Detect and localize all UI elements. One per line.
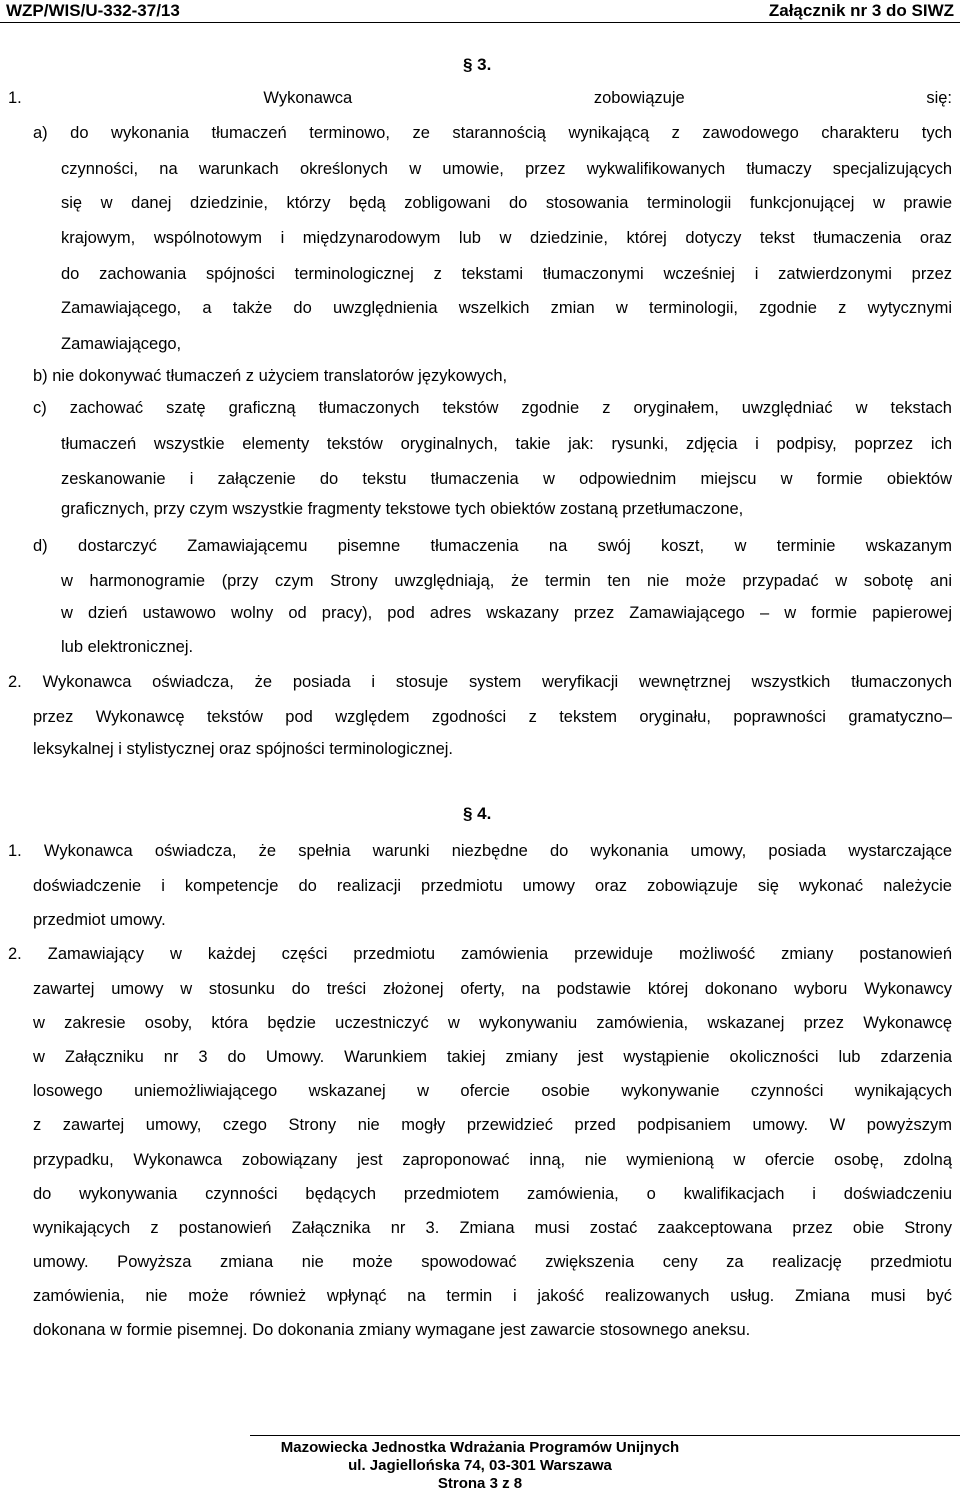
paragraph-line: w Załączniku nr 3 do Umowy. Warunkiem takiej zmiany jest wystąpienie okoliczności lub zdarzenia <box>33 1048 952 1066</box>
attachment-label: Załącznik nr 3 do SIWZ <box>768 1 954 20</box>
footer-address: ul. Jagiellońska 74, 03-301 Warszawa <box>348 1457 612 1474</box>
paragraph-line: 1. Wykonawca oświadcza, że spełnia warunki niezbędne do wykonania umowy, posiada wystarczające <box>8 842 952 860</box>
paragraph-line: losowego uniemożliwiającego wskazanej w ofercie osobie wykonywanie czynności wynikających <box>33 1082 952 1100</box>
document-reference: WZP/WIS/U-332-37/13 <box>6 1 180 20</box>
paragraph-line: w zakresie osoby, która będzie uczestniczyć w wykonywaniu zamówienia, wskazanej przez Wykonawcę <box>33 1014 952 1032</box>
section-4-heading: § 4. <box>463 804 492 823</box>
paragraph-line: leksykalnej i stylistycznej oraz spójności terminologicznej. <box>33 740 454 758</box>
paragraph-line: graficznych, przy czym wszystkie fragmenty tekstowe tych obiektów zostaną przetłumaczone, <box>61 500 744 518</box>
paragraph-line: z zawartej umowy, czego Strony nie mogły przewidzieć przed podpisaniem umowy. W powyższym <box>33 1116 952 1134</box>
paragraph-line: zawartej umowy w stosunku do treści złożonej oferty, na podstawie której dokonano wyboru Wykonawcy <box>33 980 952 998</box>
header-divider <box>0 22 960 23</box>
paragraph-line: zamówienia, nie może również wpłynąć na termin i jakość realizowanych usług. Zmiana musi być <box>33 1287 952 1305</box>
footer-page-number: Strona 3 z 8 <box>437 1475 523 1492</box>
paragraph-line: 1. Wykonawca zobowiązuje się: <box>8 89 952 107</box>
footer-institution: Mazowiecka Jednostka Wdrażania Programów Unijnych <box>280 1439 680 1456</box>
paragraph-line: krajowym, wspólnotowym i międzynarodowym lub w dziedzinie, której dotyczy tekst tłumaczenia oraz <box>61 229 952 247</box>
section-3-heading: § 3. <box>463 55 492 74</box>
paragraph-line: czynności, na warunkach określonych w umowie, przez wykwalifikowanych tłumaczy specjalizujących <box>61 160 952 178</box>
paragraph-line: 2. Zamawiający w każdej części przedmiotu zamówienia przewiduje możliwość zmiany postanowień <box>8 945 952 963</box>
paragraph-line: umowy. Powyższa zmiana nie może spowodować zwiększenia ceny za realizację przedmiotu <box>33 1253 952 1271</box>
paragraph-line: się w danej dziedzinie, którzy będą zobligowani do stosowania terminologii funkcjonującej w prawie <box>61 194 952 212</box>
paragraph-line: d) dostarczyć Zamawiającemu pisemne tłumaczenia na swój koszt, w terminie wskazanym <box>33 537 952 555</box>
paragraph-line: w harmonogramie (przy czym Strony uwzględniają, że termin ten nie może przypadać w sobotę ani <box>61 572 952 590</box>
paragraph-line: Zamawiającego, a także do uwzględnienia wszelkich zmian w terminologii, zgodnie z wytycznymi <box>61 299 952 317</box>
paragraph-line: 2. Wykonawca oświadcza, że posiada i stosuje system weryfikacji wewnętrznej wszystkich tłumaczonych <box>8 673 952 691</box>
paragraph-line: do zachowania spójności terminologicznej z tekstami tłumaczonymi wcześniej i zatwierdzonymi przez <box>61 265 952 283</box>
paragraph-line: lub elektronicznej. <box>61 638 194 656</box>
paragraph-line: przypadku, Wykonawca zobowiązany jest zaproponować inną, nie wymienioną w ofercie osobę, zdolną <box>33 1151 952 1169</box>
paragraph-line: przedmiot umowy. <box>33 911 166 929</box>
paragraph-line: przez Wykonawcę tekstów pod względem zgodności z tekstem oryginału, poprawności gramatyczno– <box>33 708 952 726</box>
paragraph-line: dokonana w formie pisemnej. Do dokonania zmiany wymagane jest zawarcie stosownego aneksu. <box>33 1321 751 1339</box>
paragraph-line: a) do wykonania tłumaczeń terminowo, ze starannością wynikającą z zawodowego charakteru tych <box>33 124 952 142</box>
page-header <box>0 0 960 22</box>
paragraph-line: Zamawiającego, <box>61 335 182 353</box>
paragraph-line: b) nie dokonywać tłumaczeń z użyciem translatorów językowych, <box>33 367 508 385</box>
paragraph-line: w dzień ustawowo wolny od pracy), pod adres wskazany przez Zamawiającego – w formie papierowej <box>61 604 952 622</box>
paragraph-line: zeskanowanie i załączenie do tekstu tłumaczenia w odpowiednim miejscu w formie obiektów <box>61 470 952 488</box>
paragraph-line: c) zachować szatę graficzną tłumaczonych tekstów zgodnie z oryginałem, uwzględniać w tekstach <box>33 399 952 417</box>
paragraph-line: tłumaczeń wszystkie elementy tekstów oryginalnych, takie jak: rysunki, zdjęcia i podpisy, poprzez ich <box>61 435 952 453</box>
paragraph-line: doświadczenie i kompetencje do realizacji przedmiotu umowy oraz zobowiązuje się wykonać należycie <box>33 877 952 895</box>
footer-divider <box>250 1435 960 1436</box>
paragraph-line: do wykonywania czynności będących przedmiotem zamówienia, o kwalifikacjach i doświadczeniu <box>33 1185 952 1203</box>
paragraph-line: wynikających z postanowień Załącznika nr 3. Zmiana musi zostać zaakceptowana przez obie Strony <box>33 1219 952 1237</box>
